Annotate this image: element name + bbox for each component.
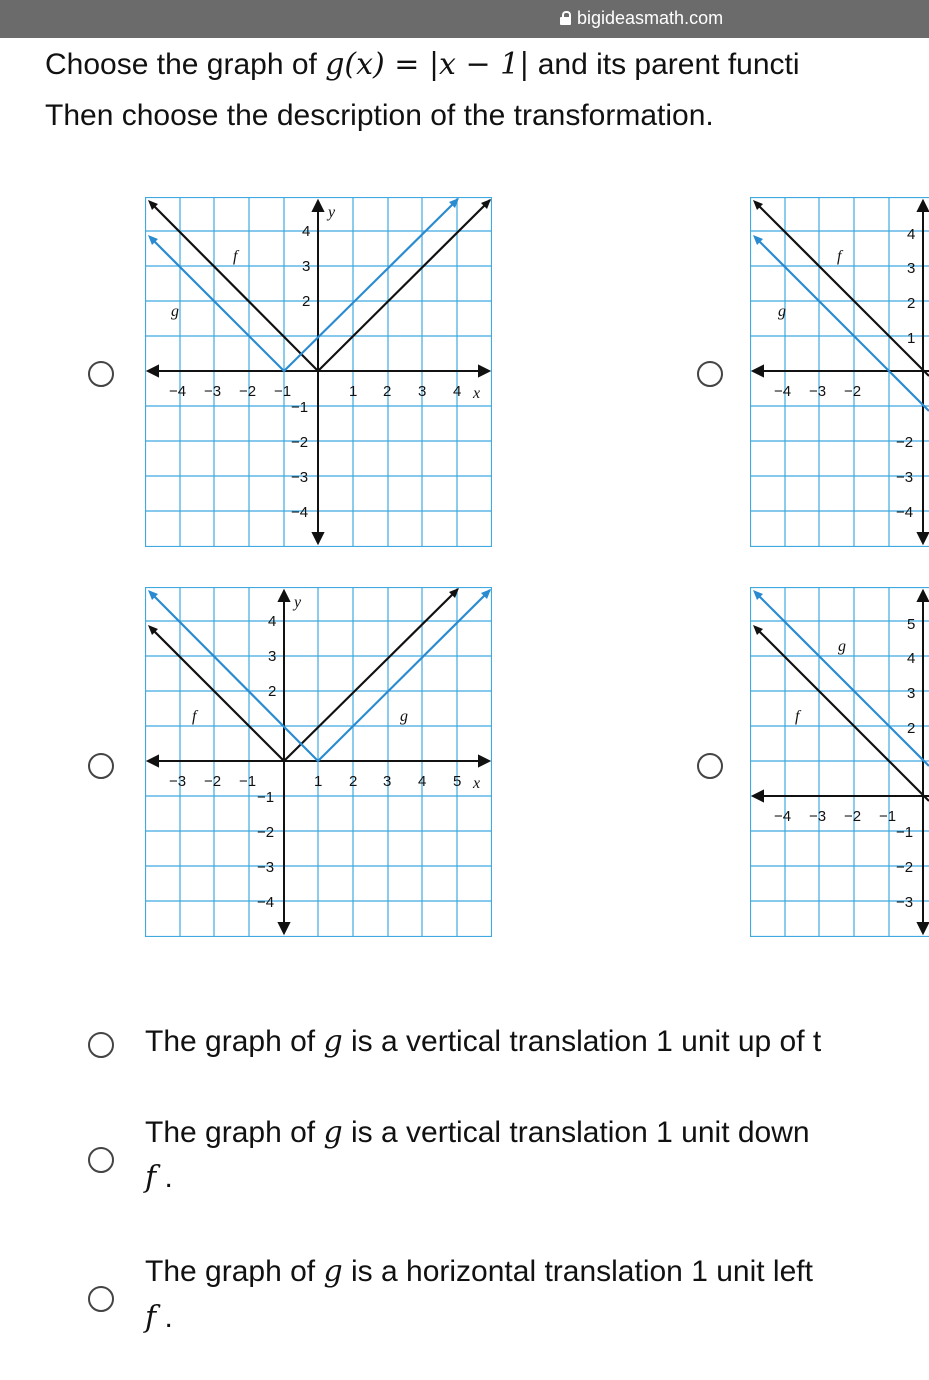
x-tick: −2 (204, 773, 222, 790)
graph-option-2-radio[interactable] (697, 361, 723, 387)
x-tick: 5 (453, 773, 462, 790)
graph-option-4-radio[interactable] (697, 753, 723, 779)
function-expression: g(x) = |x − 1| (325, 47, 530, 82)
x-tick: −1 (274, 383, 292, 400)
x-tick: 1 (314, 773, 323, 790)
answer-option-2-text: The graph of g is a vertical translation 1 unit down (145, 1115, 810, 1150)
y-tick: −3 (896, 894, 914, 911)
g-line (151, 590, 490, 761)
y-tick: −4 (257, 894, 275, 911)
f-label: f (795, 708, 800, 725)
answer-option-2-radio[interactable] (88, 1147, 114, 1173)
y-tick: 3 (907, 685, 916, 702)
y-tick: −2 (896, 434, 914, 451)
x-tick: 2 (349, 773, 358, 790)
y-tick: 2 (268, 683, 277, 700)
y-tick: −1 (896, 824, 914, 841)
g-label: g (400, 708, 408, 725)
x-tick: −3 (169, 773, 187, 790)
f-label: f (192, 708, 197, 725)
g-label: g (838, 638, 846, 655)
y-tick: 3 (268, 648, 277, 665)
graph-option-2 (750, 197, 929, 547)
x-tick: −4 (169, 383, 187, 400)
y-tick: 2 (302, 293, 311, 310)
x-tick: −2 (844, 383, 862, 400)
x-tick: 2 (383, 383, 392, 400)
graph-option-3 (145, 587, 492, 937)
y-tick: 2 (907, 295, 916, 312)
y-axis-label: y (294, 594, 302, 611)
graph-option-3-radio[interactable] (88, 753, 114, 779)
graph-option-1 (145, 197, 492, 547)
x-axis-label: x (473, 775, 481, 792)
g-label: g (778, 303, 786, 320)
y-tick: −3 (257, 859, 275, 876)
x-tick: −4 (774, 808, 792, 825)
y-tick: −4 (896, 504, 914, 521)
f-line (151, 200, 490, 371)
y-tick: 1 (907, 330, 916, 347)
question-line-2: Then choose the description of the transformation. (45, 99, 714, 132)
y-tick: −4 (291, 504, 309, 521)
x-tick: 3 (418, 383, 427, 400)
x-tick: −3 (809, 808, 827, 825)
y-tick: 3 (302, 258, 311, 275)
graph-option-1-radio[interactable] (88, 361, 114, 387)
y-tick: −3 (291, 469, 309, 486)
f-label: f (837, 248, 842, 265)
answer-option-3-text: The graph of g is a horizontal translation 1 unit left (145, 1254, 813, 1289)
x-tick: 3 (383, 773, 392, 790)
x-tick: −1 (239, 773, 257, 790)
x-tick: −3 (204, 383, 222, 400)
g-line (756, 593, 929, 766)
answer-option-3-radio[interactable] (88, 1286, 114, 1312)
x-tick: −3 (809, 383, 827, 400)
x-tick: 4 (453, 383, 462, 400)
y-axis-label: y (328, 204, 336, 221)
question-line-1: Choose the graph of g(x) = |x − 1| and its parent functi (45, 47, 800, 82)
y-tick: −2 (257, 824, 275, 841)
y-tick: −1 (257, 789, 275, 806)
x-tick: −1 (879, 808, 897, 825)
y-tick: −2 (291, 434, 309, 451)
y-tick: 4 (268, 613, 277, 630)
y-tick: 2 (907, 720, 916, 737)
y-tick: −2 (896, 859, 914, 876)
y-tick: 3 (907, 260, 916, 277)
g-label: g (171, 303, 179, 320)
x-tick: −2 (844, 808, 862, 825)
y-tick: 4 (907, 650, 916, 667)
x-axis-label: x (473, 385, 481, 402)
y-tick: 4 (907, 226, 916, 243)
x-tick: −2 (239, 383, 257, 400)
lock-icon (560, 11, 571, 25)
answer-option-1-text: The graph of g is a vertical translation 1 unit up of t (145, 1024, 822, 1059)
x-tick: 4 (418, 773, 427, 790)
answer-option-3-text-line-2: f . (145, 1300, 173, 1335)
url-text: bigideasmath.com (577, 8, 724, 28)
x-tick: 1 (349, 383, 358, 400)
x-tick: −4 (774, 383, 792, 400)
y-tick: 4 (302, 223, 311, 240)
f-line (756, 203, 929, 376)
f-line (151, 590, 457, 761)
y-tick: 5 (907, 616, 916, 633)
y-tick: −1 (291, 399, 309, 416)
answer-option-2-text-line-2: f . (145, 1160, 173, 1195)
f-label: f (233, 248, 238, 265)
y-tick: −3 (896, 469, 914, 486)
browser-url-bar[interactable] (0, 0, 929, 38)
answer-option-1-radio[interactable] (88, 1032, 114, 1058)
graph-option-4 (750, 587, 929, 937)
